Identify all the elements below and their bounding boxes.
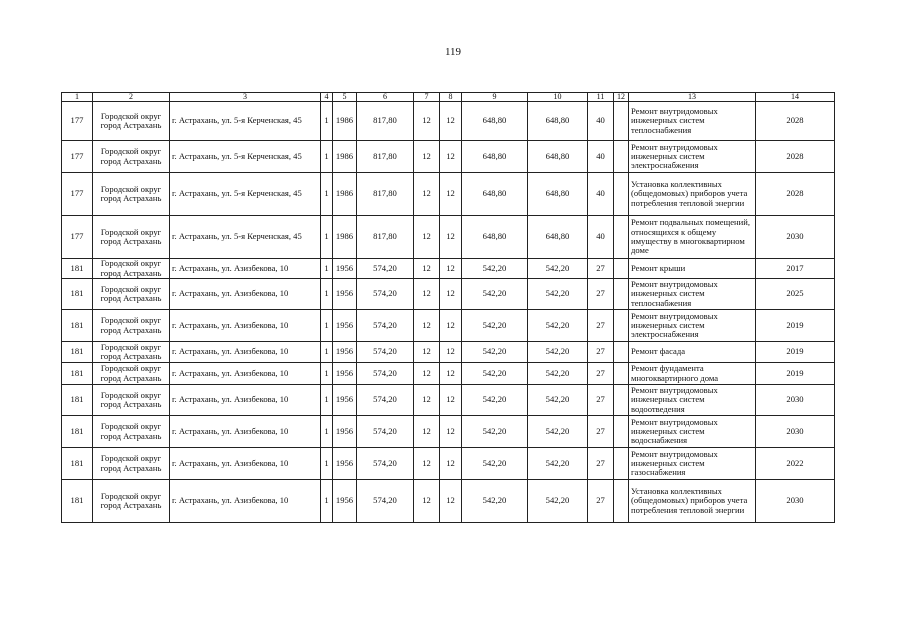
row-number-cell: 181 [62, 480, 93, 523]
work-type-cell: Ремонт внутридомовых инженерных систем водоотведения [629, 385, 756, 416]
col8-cell: 12 [440, 141, 462, 173]
col12-cell [614, 416, 629, 448]
column-header: 8 [440, 93, 462, 102]
total-area-cell: 817,80 [357, 141, 414, 173]
municipality-cell: Городской округ город Астрахань [93, 342, 170, 363]
municipality-cell: Городской округ город Астрахань [93, 259, 170, 279]
living-area-cell: 542,20 [528, 342, 588, 363]
work-type-cell: Ремонт внутридомовых инженерных систем электроснабжения [629, 310, 756, 342]
living-area-cell: 542,20 [528, 259, 588, 279]
row-number-cell: 181 [62, 385, 93, 416]
year-cell: 1956 [333, 310, 357, 342]
col12-cell [614, 141, 629, 173]
residents-cell: 27 [588, 363, 614, 385]
plan-year-cell: 2025 [756, 279, 835, 310]
area-cell: 648,80 [462, 216, 528, 259]
plan-year-cell: 2030 [756, 385, 835, 416]
col7-cell: 12 [414, 102, 440, 141]
plan-year-cell: 2028 [756, 173, 835, 216]
residents-cell: 40 [588, 141, 614, 173]
row-number-cell: 181 [62, 259, 93, 279]
column-header: 2 [93, 93, 170, 102]
address-cell: г. Астрахань, ул. Азизбекова, 10 [170, 416, 321, 448]
table-row [62, 342, 835, 363]
area-cell: 542,20 [462, 385, 528, 416]
col4-cell: 1 [321, 141, 333, 173]
col4-cell: 1 [321, 279, 333, 310]
col8-cell: 12 [440, 279, 462, 310]
column-header: 1 [62, 93, 93, 102]
col8-cell: 12 [440, 480, 462, 523]
program-table [61, 92, 835, 523]
municipality-cell: Городской округ город Астрахань [93, 480, 170, 523]
work-type-cell: Ремонт фундамента многоквартирного дома [629, 363, 756, 385]
plan-year-cell: 2019 [756, 363, 835, 385]
living-area-cell: 542,20 [528, 480, 588, 523]
municipality-cell: Городской округ город Астрахань [93, 416, 170, 448]
municipality-cell: Городской округ город Астрахань [93, 279, 170, 310]
plan-year-cell: 2028 [756, 141, 835, 173]
col7-cell: 12 [414, 480, 440, 523]
year-cell: 1986 [333, 173, 357, 216]
col12-cell [614, 342, 629, 363]
municipality-cell: Городской округ город Астрахань [93, 216, 170, 259]
residents-cell: 40 [588, 173, 614, 216]
address-cell: г. Астрахань, ул. Азизбекова, 10 [170, 310, 321, 342]
year-cell: 1986 [333, 102, 357, 141]
table-row [62, 310, 835, 342]
col4-cell: 1 [321, 385, 333, 416]
col8-cell: 12 [440, 385, 462, 416]
total-area-cell: 574,20 [357, 342, 414, 363]
work-type-cell: Ремонт внутридомовых инженерных систем водоснабжения [629, 416, 756, 448]
total-area-cell: 574,20 [357, 480, 414, 523]
work-type-cell: Ремонт внутридомовых инженерных систем газоснабжения [629, 448, 756, 480]
total-area-cell: 817,80 [357, 102, 414, 141]
residents-cell: 40 [588, 216, 614, 259]
col8-cell: 12 [440, 416, 462, 448]
living-area-cell: 648,80 [528, 216, 588, 259]
area-cell: 542,20 [462, 342, 528, 363]
address-cell: г. Астрахань, ул. Азизбекова, 10 [170, 385, 321, 416]
col4-cell: 1 [321, 102, 333, 141]
col12-cell [614, 216, 629, 259]
living-area-cell: 542,20 [528, 310, 588, 342]
col4-cell: 1 [321, 448, 333, 480]
column-header: 5 [333, 93, 357, 102]
col8-cell: 12 [440, 310, 462, 342]
municipality-cell: Городской округ город Астрахань [93, 385, 170, 416]
col12-cell [614, 363, 629, 385]
total-area-cell: 574,20 [357, 385, 414, 416]
residents-cell: 27 [588, 342, 614, 363]
col8-cell: 12 [440, 259, 462, 279]
work-type-cell: Ремонт внутридомовых инженерных систем теплоснабжения [629, 279, 756, 310]
area-cell: 542,20 [462, 363, 528, 385]
table-row [62, 385, 835, 416]
row-number-cell: 181 [62, 310, 93, 342]
area-cell: 648,80 [462, 141, 528, 173]
col7-cell: 12 [414, 259, 440, 279]
residents-cell: 40 [588, 102, 614, 141]
area-cell: 542,20 [462, 259, 528, 279]
address-cell: г. Астрахань, ул. 5-я Керченская, 45 [170, 173, 321, 216]
table-body [62, 93, 835, 523]
work-type-cell: Ремонт внутридомовых инженерных систем теплоснабжения [629, 102, 756, 141]
col8-cell: 12 [440, 342, 462, 363]
plan-year-cell: 2030 [756, 480, 835, 523]
plan-year-cell: 2030 [756, 216, 835, 259]
col12-cell [614, 102, 629, 141]
year-cell: 1956 [333, 448, 357, 480]
col7-cell: 12 [414, 342, 440, 363]
municipality-cell: Городской округ город Астрахань [93, 173, 170, 216]
column-header: 7 [414, 93, 440, 102]
col4-cell: 1 [321, 480, 333, 523]
col8-cell: 12 [440, 102, 462, 141]
living-area-cell: 648,80 [528, 141, 588, 173]
work-type-cell: Ремонт внутридомовых инженерных систем электроснабжения [629, 141, 756, 173]
col7-cell: 12 [414, 216, 440, 259]
work-type-cell: Установка коллективных (общедомовых) приборов учета потребления тепловой энергии [629, 173, 756, 216]
col7-cell: 12 [414, 385, 440, 416]
col4-cell: 1 [321, 173, 333, 216]
column-header: 9 [462, 93, 528, 102]
municipality-cell: Городской округ город Астрахань [93, 141, 170, 173]
living-area-cell: 542,20 [528, 385, 588, 416]
col12-cell [614, 385, 629, 416]
row-number-cell: 177 [62, 141, 93, 173]
col8-cell: 12 [440, 363, 462, 385]
total-area-cell: 817,80 [357, 173, 414, 216]
area-cell: 648,80 [462, 102, 528, 141]
col4-cell: 1 [321, 216, 333, 259]
column-header: 12 [614, 93, 629, 102]
col7-cell: 12 [414, 416, 440, 448]
total-area-cell: 574,20 [357, 448, 414, 480]
plan-year-cell: 2028 [756, 102, 835, 141]
area-cell: 542,20 [462, 416, 528, 448]
municipality-cell: Городской округ город Астрахань [93, 448, 170, 480]
col8-cell: 12 [440, 216, 462, 259]
row-number-cell: 181 [62, 363, 93, 385]
table-header-row [62, 93, 835, 102]
plan-year-cell: 2017 [756, 259, 835, 279]
address-cell: г. Астрахань, ул. 5-я Керченская, 45 [170, 141, 321, 173]
col4-cell: 1 [321, 416, 333, 448]
total-area-cell: 574,20 [357, 416, 414, 448]
area-cell: 542,20 [462, 279, 528, 310]
col7-cell: 12 [414, 310, 440, 342]
row-number-cell: 181 [62, 342, 93, 363]
row-number-cell: 177 [62, 216, 93, 259]
residents-cell: 27 [588, 448, 614, 480]
total-area-cell: 817,80 [357, 216, 414, 259]
residents-cell: 27 [588, 310, 614, 342]
table-row [62, 448, 835, 480]
address-cell: г. Астрахань, ул. Азизбекова, 10 [170, 480, 321, 523]
work-type-cell: Установка коллективных (общедомовых) приборов учета потребления тепловой энергии [629, 480, 756, 523]
col7-cell: 12 [414, 141, 440, 173]
address-cell: г. Астрахань, ул. Азизбекова, 10 [170, 363, 321, 385]
column-header: 14 [756, 93, 835, 102]
address-cell: г. Астрахань, ул. Азизбекова, 10 [170, 259, 321, 279]
address-cell: г. Астрахань, ул. Азизбекова, 10 [170, 342, 321, 363]
page-number: 119 [444, 46, 462, 58]
col7-cell: 12 [414, 173, 440, 216]
residents-cell: 27 [588, 480, 614, 523]
work-type-cell: Ремонт крыши [629, 259, 756, 279]
area-cell: 648,80 [462, 173, 528, 216]
table-row [62, 216, 835, 259]
address-cell: г. Астрахань, ул. Азизбекова, 10 [170, 448, 321, 480]
residents-cell: 27 [588, 385, 614, 416]
column-header: 11 [588, 93, 614, 102]
address-cell: г. Астрахань, ул. 5-я Керченская, 45 [170, 216, 321, 259]
year-cell: 1956 [333, 363, 357, 385]
year-cell: 1956 [333, 385, 357, 416]
column-header: 10 [528, 93, 588, 102]
work-type-cell: Ремонт фасада [629, 342, 756, 363]
col12-cell [614, 279, 629, 310]
living-area-cell: 542,20 [528, 448, 588, 480]
col8-cell: 12 [440, 173, 462, 216]
area-cell: 542,20 [462, 480, 528, 523]
col12-cell [614, 173, 629, 216]
residents-cell: 27 [588, 279, 614, 310]
work-type-cell: Ремонт подвальных помещений, относящихся к общему имуществу в многоквартирном доме [629, 216, 756, 259]
year-cell: 1956 [333, 480, 357, 523]
table-row [62, 102, 835, 141]
year-cell: 1956 [333, 259, 357, 279]
col12-cell [614, 448, 629, 480]
col7-cell: 12 [414, 363, 440, 385]
residents-cell: 27 [588, 259, 614, 279]
residents-cell: 27 [588, 416, 614, 448]
area-cell: 542,20 [462, 310, 528, 342]
col4-cell: 1 [321, 342, 333, 363]
row-number-cell: 181 [62, 448, 93, 480]
plan-year-cell: 2019 [756, 342, 835, 363]
year-cell: 1956 [333, 342, 357, 363]
table-row [62, 141, 835, 173]
address-cell: г. Астрахань, ул. 5-я Керченская, 45 [170, 102, 321, 141]
table-row [62, 416, 835, 448]
plan-year-cell: 2019 [756, 310, 835, 342]
column-header: 3 [170, 93, 321, 102]
table-row [62, 480, 835, 523]
row-number-cell: 177 [62, 173, 93, 216]
address-cell: г. Астрахань, ул. Азизбекова, 10 [170, 279, 321, 310]
table-row [62, 279, 835, 310]
living-area-cell: 542,20 [528, 363, 588, 385]
row-number-cell: 181 [62, 416, 93, 448]
col8-cell: 12 [440, 448, 462, 480]
living-area-cell: 648,80 [528, 173, 588, 216]
col4-cell: 1 [321, 259, 333, 279]
col12-cell [614, 480, 629, 523]
municipality-cell: Городской округ город Астрахань [93, 363, 170, 385]
living-area-cell: 648,80 [528, 102, 588, 141]
row-number-cell: 181 [62, 279, 93, 310]
plan-year-cell: 2030 [756, 416, 835, 448]
col4-cell: 1 [321, 310, 333, 342]
table-row [62, 363, 835, 385]
total-area-cell: 574,20 [357, 363, 414, 385]
year-cell: 1956 [333, 416, 357, 448]
municipality-cell: Городской округ город Астрахань [93, 102, 170, 141]
col12-cell [614, 259, 629, 279]
total-area-cell: 574,20 [357, 259, 414, 279]
total-area-cell: 574,20 [357, 279, 414, 310]
living-area-cell: 542,20 [528, 279, 588, 310]
col7-cell: 12 [414, 448, 440, 480]
plan-year-cell: 2022 [756, 448, 835, 480]
total-area-cell: 574,20 [357, 310, 414, 342]
year-cell: 1956 [333, 279, 357, 310]
table-row [62, 259, 835, 279]
col4-cell: 1 [321, 363, 333, 385]
col7-cell: 12 [414, 279, 440, 310]
column-header: 4 [321, 93, 333, 102]
table-row [62, 173, 835, 216]
year-cell: 1986 [333, 141, 357, 173]
area-cell: 542,20 [462, 448, 528, 480]
row-number-cell: 177 [62, 102, 93, 141]
living-area-cell: 542,20 [528, 416, 588, 448]
column-header: 13 [629, 93, 756, 102]
col12-cell [614, 310, 629, 342]
municipality-cell: Городской округ город Астрахань [93, 310, 170, 342]
year-cell: 1986 [333, 216, 357, 259]
column-header: 6 [357, 93, 414, 102]
